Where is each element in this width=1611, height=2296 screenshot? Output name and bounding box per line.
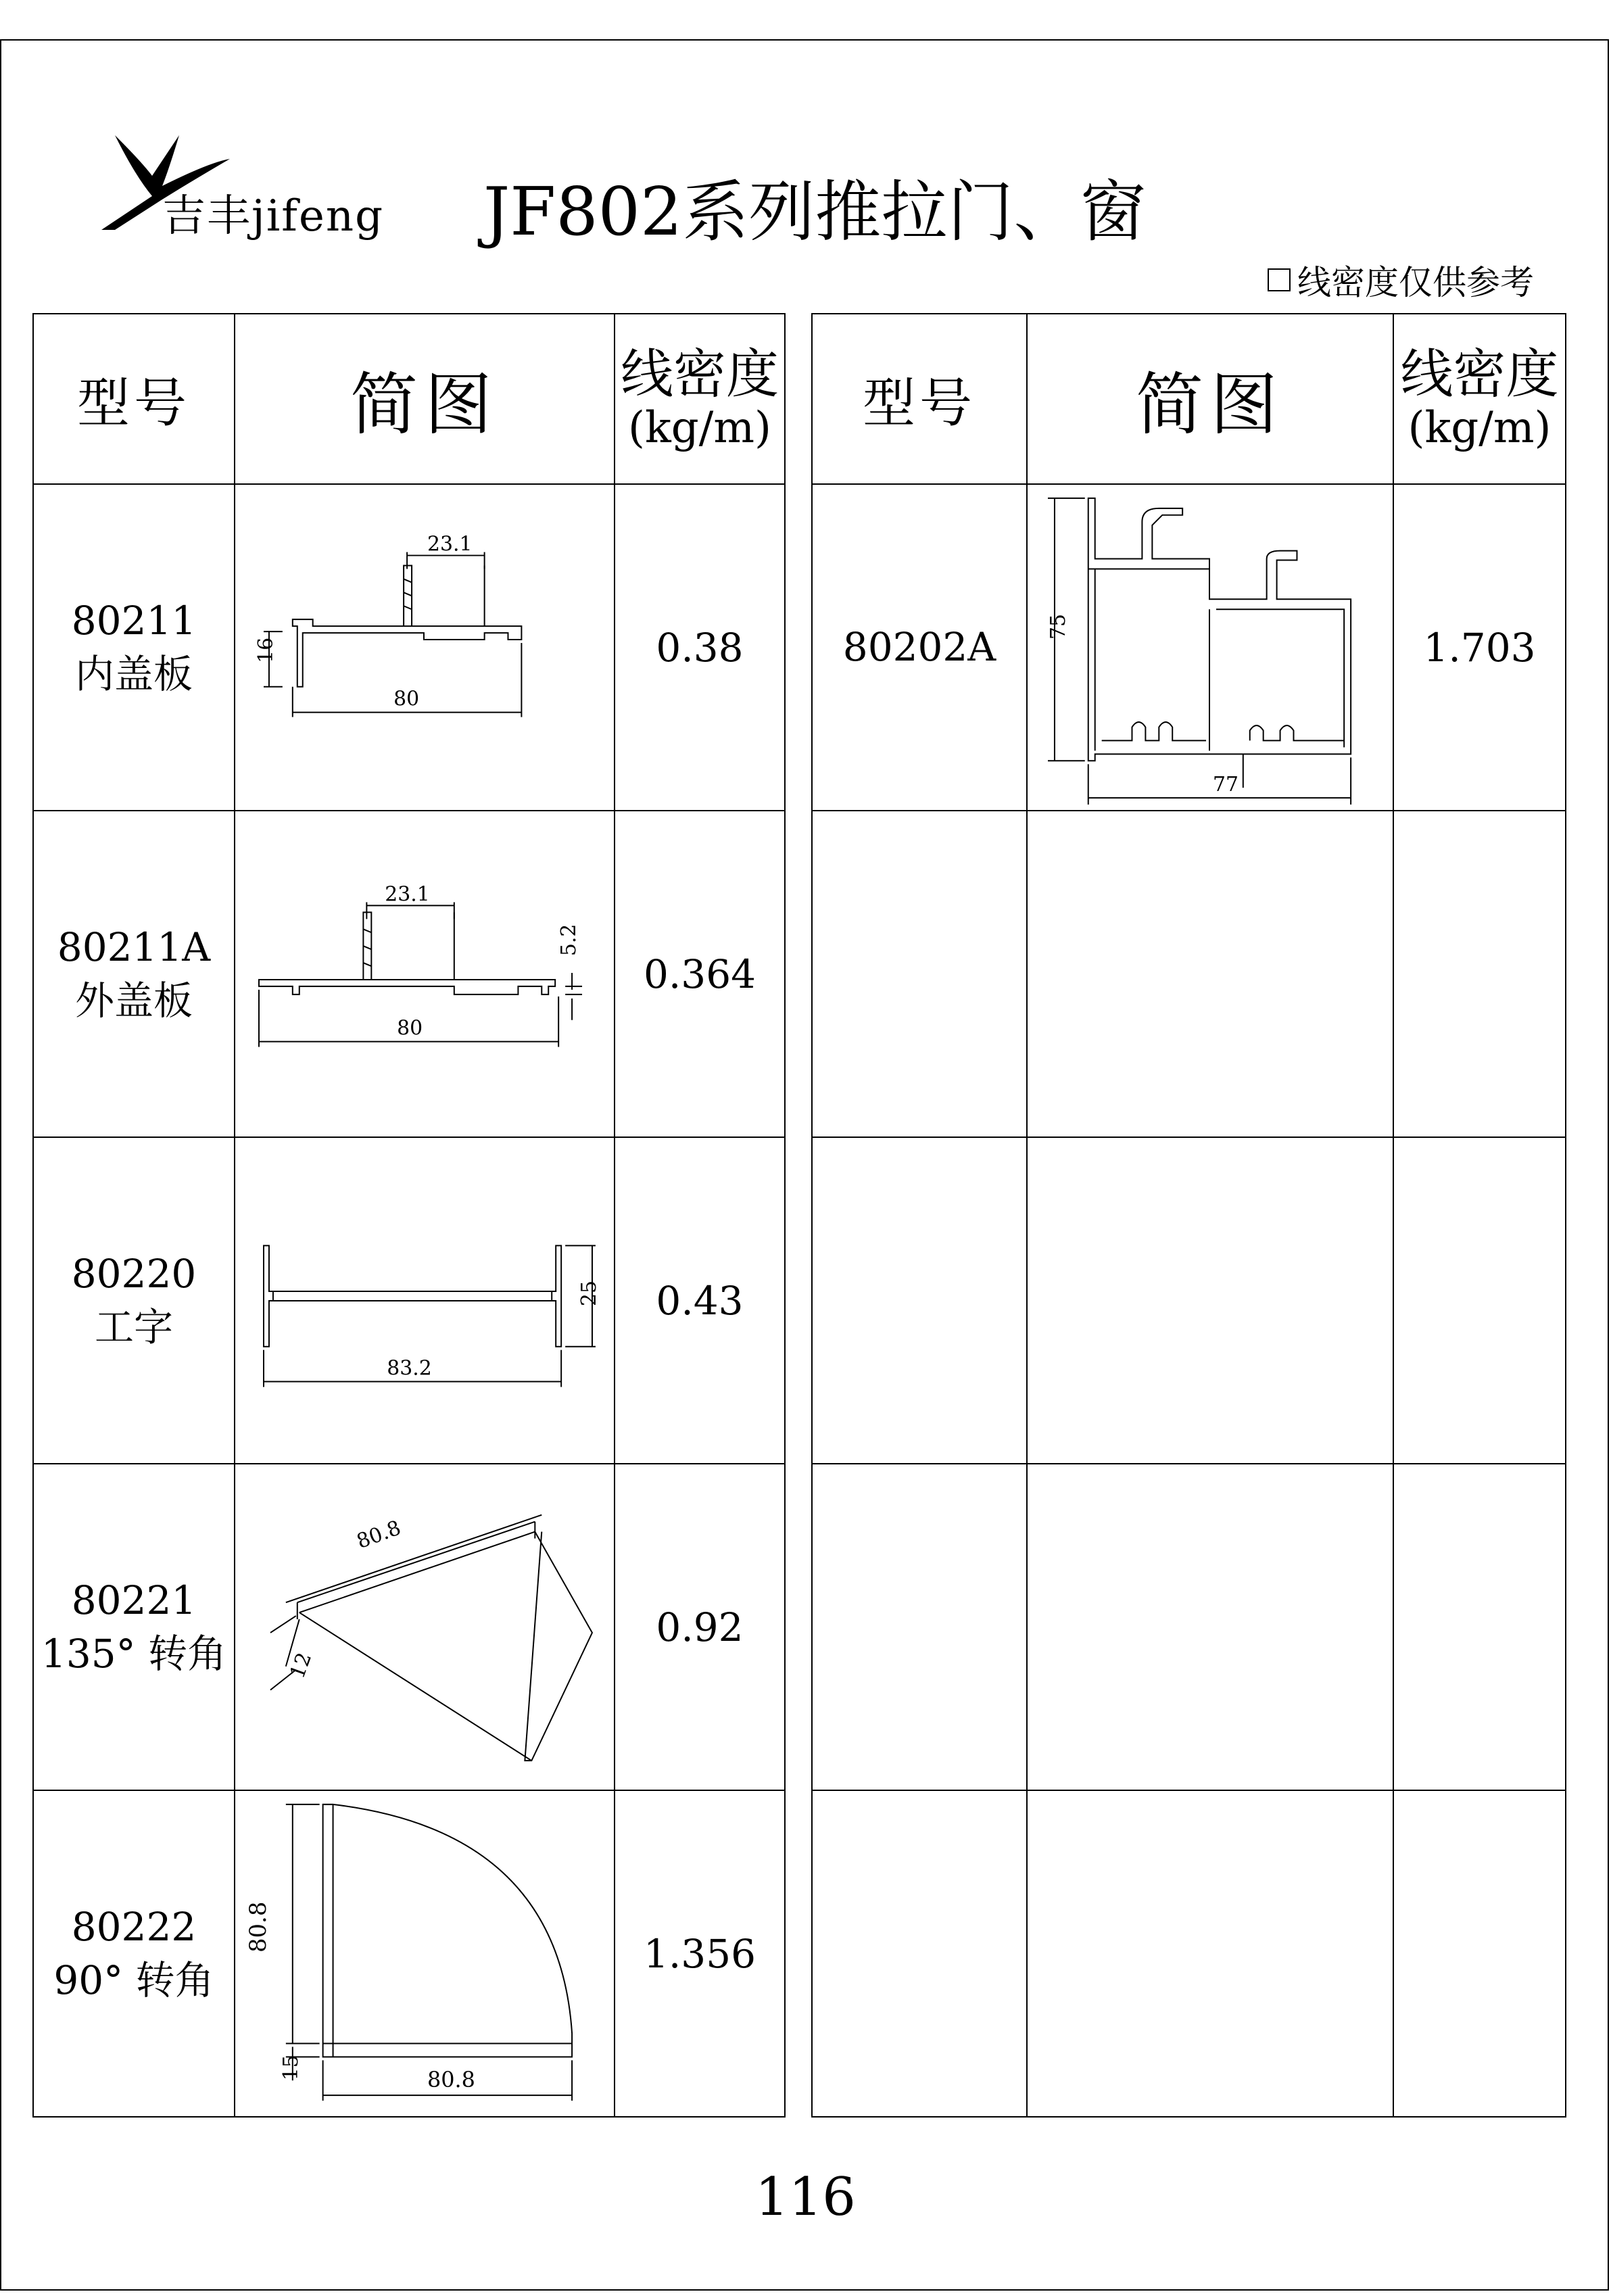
header-density-label: 线密度 <box>620 343 779 405</box>
page-title: JF802系列推拉门、窗 <box>483 174 1147 251</box>
profile-drawing-80222 <box>235 1791 614 2116</box>
drawing-cell <box>235 1137 615 1464</box>
model-name: 外盖板 <box>74 977 193 1024</box>
note-text: 线密度仅供参考 <box>1297 263 1534 302</box>
spec-table-right <box>811 313 1566 2118</box>
header-drawing: 简图 <box>235 314 615 484</box>
spec-table-left <box>32 313 786 2118</box>
dim-label: 80 <box>393 687 420 711</box>
header-density <box>615 314 785 484</box>
brand-name: 吉丰jifeng <box>162 191 385 241</box>
density-cell <box>1393 1137 1566 1464</box>
dim-label: 80.8 <box>244 1901 271 1953</box>
model-cell <box>812 1464 1027 1790</box>
model-name: 135° 转角 <box>41 1630 227 1677</box>
density-cell: 0.38 <box>615 484 785 811</box>
density-cell: 0.364 <box>615 811 785 1137</box>
model-name: 内盖板 <box>74 650 193 697</box>
profile-drawing-80211 <box>235 485 614 810</box>
model-name: 90° 转角 <box>53 1957 214 2003</box>
model-cell <box>812 1137 1027 1464</box>
header-density-label: 线密度 <box>1400 343 1559 405</box>
density-cell: 1.356 <box>615 1790 785 2117</box>
dim-label: 12 <box>285 1649 317 1682</box>
model-code: 80222 <box>71 1904 197 1951</box>
header-drawing: 简图 <box>1027 314 1393 484</box>
dim-label: 80 <box>397 1016 423 1041</box>
table-row <box>33 1790 785 2117</box>
table-row <box>33 811 785 1137</box>
drawing-cell <box>235 1464 615 1790</box>
density-cell <box>1393 811 1566 1137</box>
drawing-cell <box>235 1790 615 2117</box>
dim-label: 23.1 <box>385 882 430 907</box>
dim-label: 80.8 <box>354 1516 404 1554</box>
model-cell <box>33 811 235 1137</box>
dim-label: 5.2 <box>557 924 581 957</box>
dim-label: 23.1 <box>427 532 473 556</box>
model-cell <box>812 484 1027 811</box>
drawing-cell <box>1027 1464 1393 1790</box>
model-cell <box>33 484 235 811</box>
model-code: 80211A <box>57 924 211 971</box>
density-cell: 0.92 <box>615 1464 785 1790</box>
drawing-cell <box>235 484 615 811</box>
density-cell: 1.703 <box>1393 484 1566 811</box>
model-cell <box>812 1790 1027 2117</box>
model-cell <box>33 1790 235 2117</box>
profile-drawing-80220 <box>235 1138 614 1463</box>
model-cell <box>33 1464 235 1790</box>
reference-note <box>1268 256 1534 304</box>
header-density <box>1393 314 1566 484</box>
table-row <box>33 484 785 811</box>
dim-label: 77 <box>1212 773 1239 797</box>
table-row <box>33 1464 785 1790</box>
model-cell <box>812 811 1027 1137</box>
density-cell: 0.43 <box>615 1137 785 1464</box>
profile-drawing-80221 <box>235 1464 614 1790</box>
table-row <box>812 1790 1566 2117</box>
model-code: 80221 <box>71 1577 197 1624</box>
header-density-unit: (kg/m) <box>628 402 771 453</box>
header-model: 型号 <box>812 314 1027 484</box>
header-density-unit: (kg/m) <box>1408 402 1552 453</box>
model-code: 80220 <box>71 1251 197 1297</box>
table-row <box>812 811 1566 1137</box>
density-cell <box>1393 1464 1566 1790</box>
model-code: 80202A <box>842 624 996 671</box>
table-header-row <box>812 314 1566 484</box>
table-row <box>33 1137 785 1464</box>
note-checkbox <box>1268 268 1291 291</box>
header-model: 型号 <box>33 314 235 484</box>
drawing-cell <box>1027 1137 1393 1464</box>
profile-drawing-80202A <box>1028 485 1393 810</box>
table-row <box>812 1464 1566 1790</box>
density-cell <box>1393 1790 1566 2117</box>
drawing-cell <box>1027 1790 1393 2117</box>
table-row <box>812 484 1566 811</box>
profile-drawing-80211A <box>235 811 614 1137</box>
drawing-cell <box>1027 811 1393 1137</box>
model-cell <box>33 1137 235 1464</box>
dim-label: 15 <box>279 2055 303 2081</box>
table-row <box>812 1137 1566 1464</box>
page-number: 116 <box>755 2167 856 2228</box>
table-header-row <box>33 314 785 484</box>
drawing-cell <box>235 811 615 1137</box>
drawing-cell <box>1027 484 1393 811</box>
dim-label: 25 <box>577 1280 601 1306</box>
dim-label: 16 <box>254 637 278 663</box>
model-name: 工字 <box>94 1304 173 1350</box>
dim-label: 75 <box>1046 614 1070 640</box>
dim-label: 83.2 <box>387 1356 432 1381</box>
dim-label: 80.8 <box>427 2067 475 2093</box>
model-code: 80211 <box>71 598 197 644</box>
